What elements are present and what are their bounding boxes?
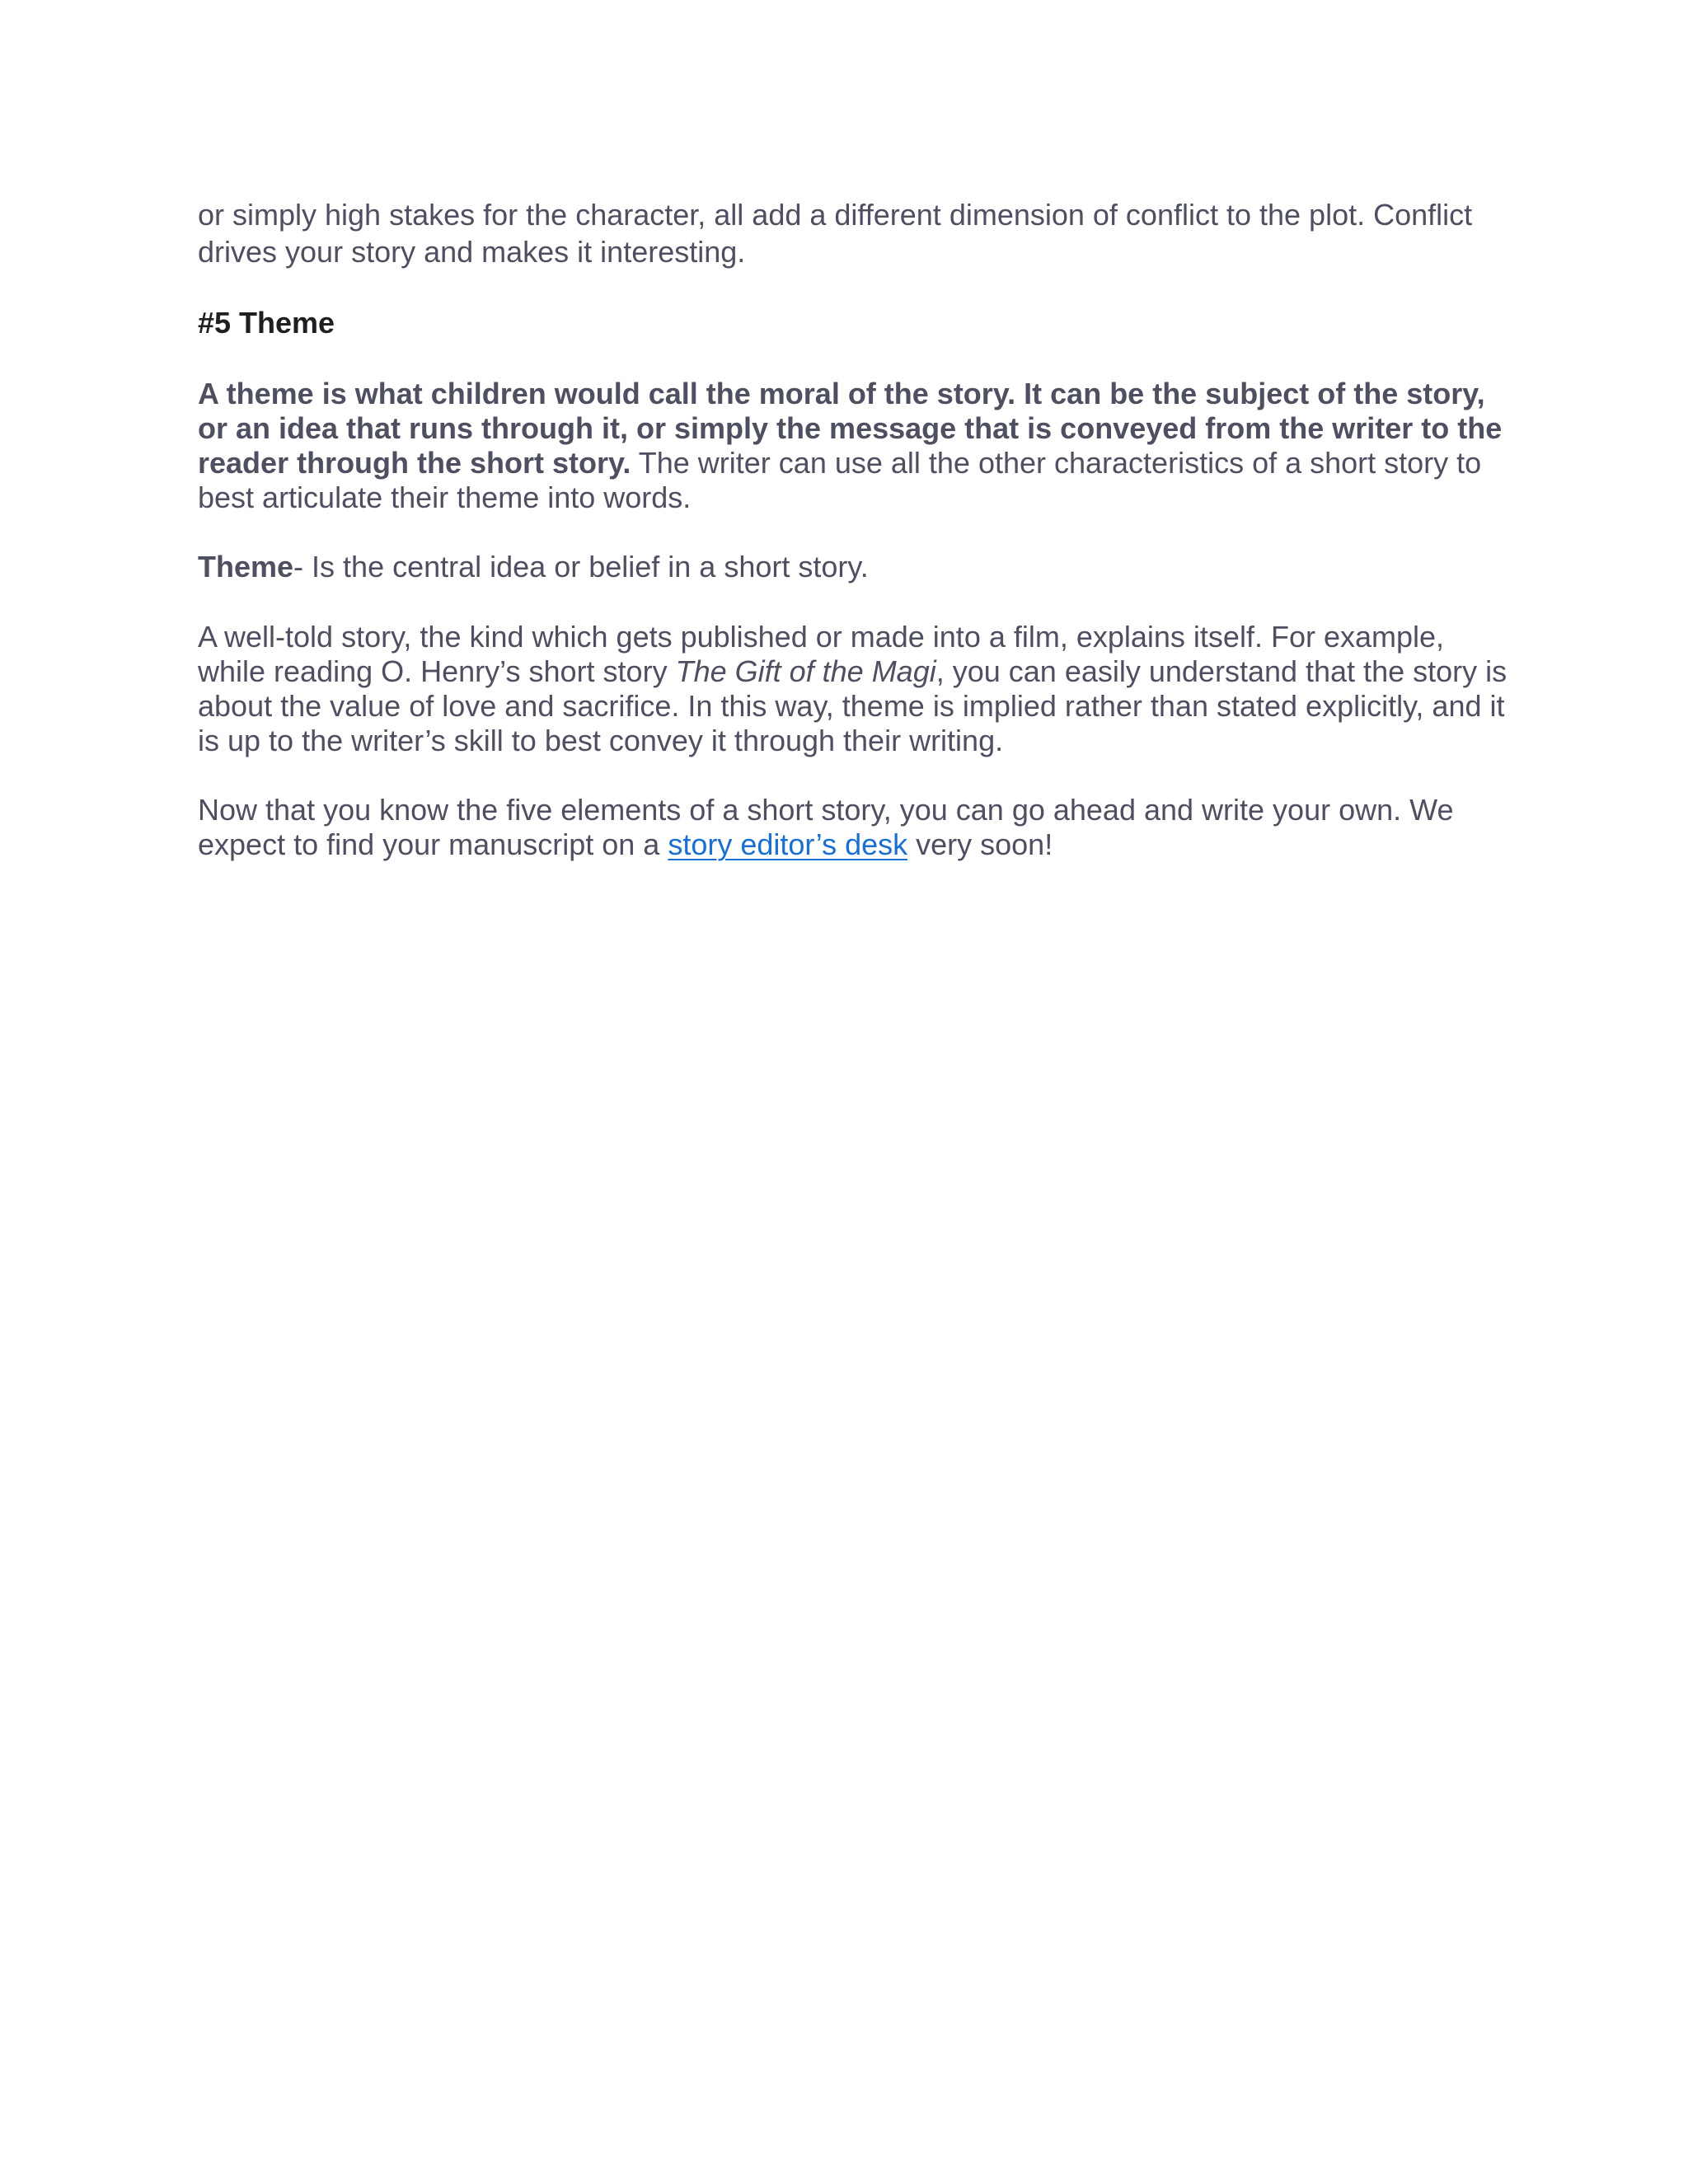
theme-definition-paragraph bbox=[198, 550, 1517, 584]
theme-intro-paragraph bbox=[198, 377, 1517, 515]
closing-paragraph bbox=[198, 793, 1517, 862]
example-paragraph bbox=[198, 620, 1517, 758]
theme-intro-normal-text: The writer can use all the other characteristics of a short story to best articulate their theme into words. bbox=[198, 446, 1482, 514]
conflict-paragraph: or simply high stakes for the character, all add a different dimension of conflict to the plot. Conflict drives your story and makes it interesting. bbox=[198, 198, 1473, 269]
document-page bbox=[198, 196, 1517, 862]
example-text-after-title: , you can easily understand that the story is about the value of love and sacrifice. In this way, theme is implied rather than stated explicitly, and it is up to the writer’s skill to best convey it through their writing. bbox=[198, 654, 1507, 757]
section-heading-theme: #5 Theme bbox=[198, 306, 335, 340]
theme-definition-text: - Is the central idea or belief in a short story. bbox=[293, 550, 869, 583]
story-editor-desk-link[interactable]: story editor’s desk bbox=[668, 827, 908, 861]
closing-text-after-link: very soon! bbox=[907, 827, 1053, 861]
story-title: The Gift of the Magi bbox=[675, 654, 936, 688]
theme-intro-bold-text: A theme is what children would call the moral of the story. It can be the subject of the story, or an idea that runs through it, or simply the message that is conveyed from the writer to the reader through the short story. bbox=[198, 377, 1503, 480]
example-text-before-title: A well-told story, the kind which gets published or made into a film, explains itself. For example, while reading O. Henry’s short story bbox=[198, 620, 1445, 688]
theme-definition-term: Theme bbox=[198, 550, 294, 583]
closing-text-before-link: Now that you know the five elements of a short story, you can go ahead and write your own. We expect to find your manuscript on a bbox=[198, 793, 1454, 861]
